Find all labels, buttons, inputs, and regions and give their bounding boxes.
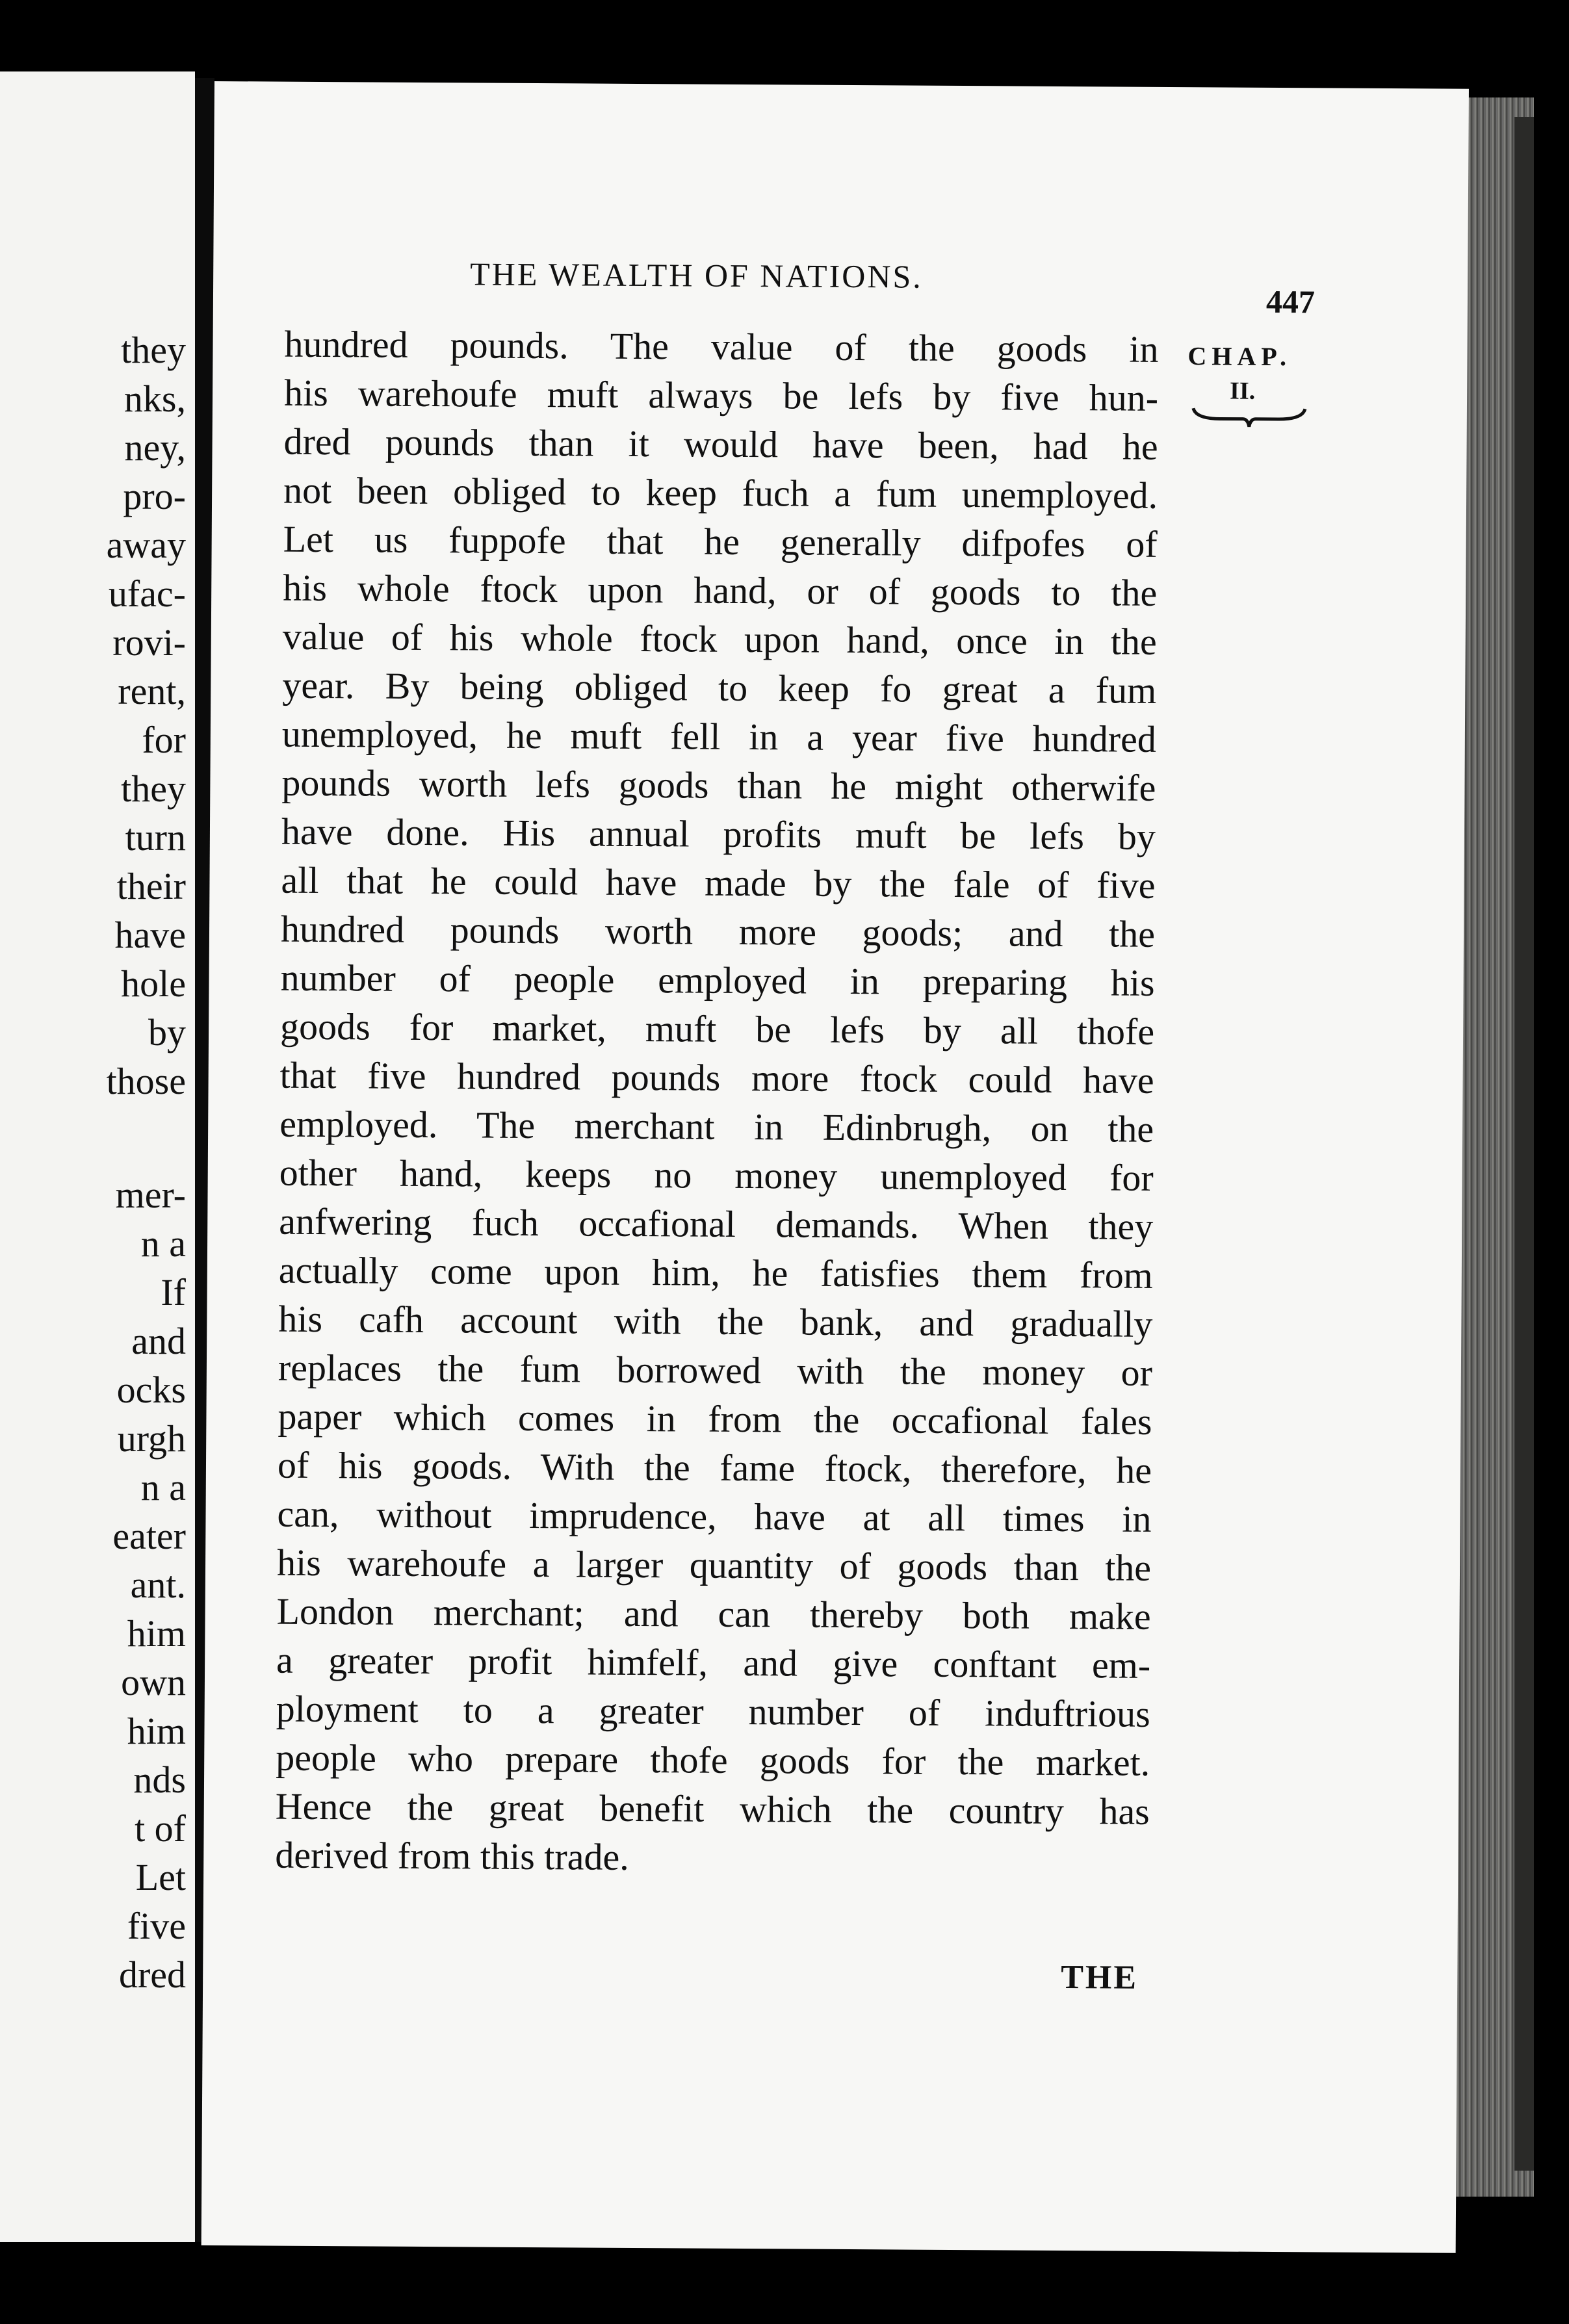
facing-line: rent,	[118, 670, 186, 712]
text-line: other hand, keeps no money unemployed for	[279, 1151, 1154, 1199]
facing-line: pro-	[123, 475, 186, 517]
text-line: his warehoufe a larger quantity of goods than the	[276, 1541, 1152, 1589]
facing-line: and	[131, 1320, 186, 1362]
facing-line: n a	[140, 1466, 186, 1508]
text-line: pounds worth lefs goods than he might otherwife	[281, 761, 1156, 809]
facing-line: they	[121, 768, 186, 810]
text-line: goods for market, muft be lefs by all thofe	[279, 1005, 1155, 1053]
running-head: THE WEALTH OF NATIONS.	[470, 255, 923, 295]
curly-brace-icon	[1191, 404, 1308, 431]
book-page	[201, 81, 1469, 2253]
page-number: 447	[1265, 283, 1316, 320]
text-line: replaces the fum borrowed with the money or	[278, 1346, 1153, 1394]
facing-line: ney,	[124, 426, 186, 469]
text-line: his whole ftock upon hand, or of goods to the	[283, 566, 1158, 614]
text-line: ployment to a greater number of induftrious	[276, 1687, 1150, 1735]
facing-line: Let	[135, 1856, 186, 1898]
text-line: can, without imprudence, have at all times in	[277, 1492, 1152, 1540]
facing-line: for	[142, 719, 186, 761]
catchword: THE	[1061, 1959, 1139, 1996]
facing-page-fragment	[0, 71, 195, 2242]
facing-line: turn	[125, 816, 186, 859]
facing-line: hole	[121, 962, 186, 1005]
text-line: that five hundred pounds more ftock could have	[279, 1053, 1154, 1102]
margin-chapter-label: CHAP.	[1187, 341, 1292, 372]
text-line: London merchant; and can thereby both make	[276, 1590, 1151, 1638]
text-line: Hence the great benefit which the country has	[275, 1785, 1150, 1833]
facing-line: mer-	[115, 1174, 186, 1216]
text-line: actually come upon him, he fatisfies them from	[278, 1248, 1154, 1297]
facing-line: him	[127, 1612, 186, 1655]
text-line: value of his whole ftock upon hand, once in the	[282, 615, 1157, 663]
text-line: unemployed, he muft fell in a year five hundred	[281, 712, 1157, 760]
facing-line: ant.	[130, 1564, 186, 1606]
facing-line: by	[148, 1011, 186, 1053]
facing-line: rovi-	[112, 621, 186, 664]
facing-line: ufac-	[108, 573, 186, 615]
facing-line: their	[116, 865, 186, 907]
text-line: not been obliged to keep fuch a fum unemployed.	[283, 469, 1158, 517]
facing-line: nks,	[123, 378, 186, 420]
facing-line: nds	[133, 1759, 186, 1801]
text-line: of his goods. With the fame ftock, therefore, he	[277, 1443, 1152, 1491]
text-line: his warehoufe muft always be lefs by five hun-	[283, 371, 1159, 419]
text-line: Let us fuppofe that he generally difpofes of	[283, 517, 1158, 565]
text-line: people who prepare thofe goods for the market.	[276, 1736, 1150, 1784]
text-line: hundred pounds. The value of the goods in	[284, 322, 1159, 370]
text-line: hundred pounds worth more goods; and the	[280, 907, 1156, 955]
text-line: a greater profit himfelf, and give conftant em-	[276, 1638, 1151, 1686]
text-line: anfwering fuch occafional demands. When they	[279, 1200, 1154, 1248]
facing-line: have	[114, 914, 186, 956]
text-line: year. By being obliged to keep fo great a fum	[282, 664, 1157, 712]
facing-line: five	[127, 1905, 186, 1947]
text-line: all that he could have made by the fale of five	[281, 859, 1156, 907]
facing-line: him	[127, 1710, 186, 1752]
facing-line: n a	[140, 1222, 186, 1265]
facing-line: urgh	[117, 1417, 186, 1460]
text-line: have done. His annual profits muft be lefs by	[281, 810, 1156, 858]
margin-chapter-number: II.	[1229, 377, 1256, 405]
facing-line: t of	[135, 1807, 186, 1850]
facing-line: they	[121, 329, 186, 371]
text-line: employed. The merchant in Edinbrugh, on the	[279, 1102, 1154, 1150]
text-line: dred pounds than it would have been, had he	[283, 420, 1158, 468]
text-line: his cafh account with the bank, and gradually	[278, 1297, 1153, 1345]
facing-line: those	[106, 1060, 186, 1102]
facing-line: dred	[118, 1954, 186, 1996]
text-line: derived from this trade.	[275, 1833, 629, 1878]
facing-line: away	[106, 524, 186, 566]
page-edge-shadow	[1514, 117, 1534, 2171]
text-line: number of people employed in preparing his	[280, 956, 1155, 1004]
facing-line: If	[161, 1271, 186, 1313]
text-line: paper which comes in from the occafional fales	[278, 1395, 1152, 1443]
facing-line: own	[121, 1661, 186, 1703]
facing-line: eater	[112, 1515, 186, 1557]
facing-line: ocks	[116, 1369, 186, 1411]
